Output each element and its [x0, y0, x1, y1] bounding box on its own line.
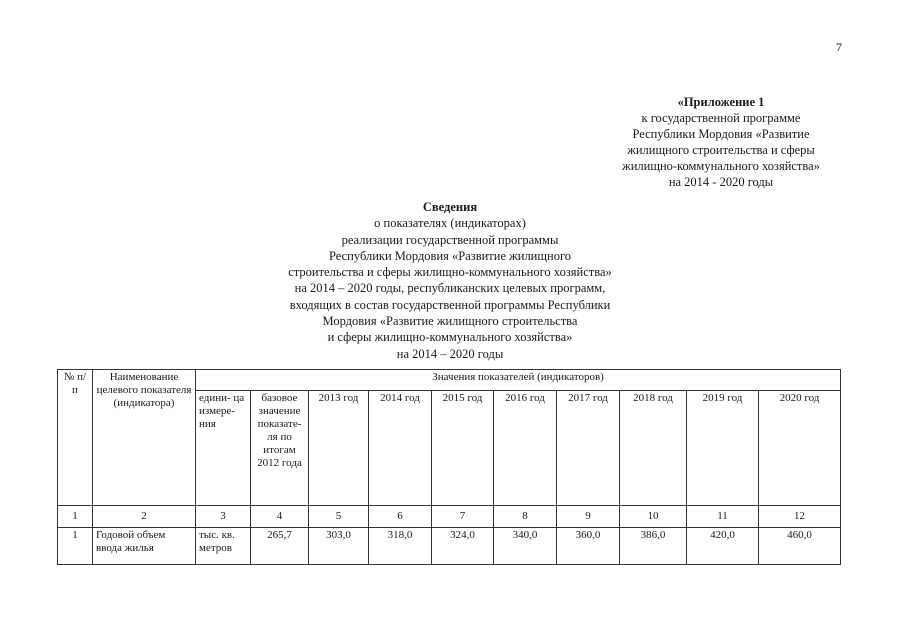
column-number: 2: [93, 506, 196, 528]
header-year: 2020 год: [759, 391, 841, 506]
heading-title: Сведения: [422, 200, 478, 214]
cell-value: 340,0: [494, 528, 557, 565]
column-number: 1: [58, 506, 93, 528]
column-number: 11: [687, 506, 759, 528]
header-year: 2014 год: [369, 391, 432, 506]
column-number-row: [58, 506, 841, 528]
appendix-block: [596, 94, 846, 190]
header-year: 2016 год: [494, 391, 557, 506]
cell-value-2013: 303,0: [309, 528, 369, 565]
cell-number: 1: [58, 528, 93, 565]
header-indicator-name: Наименование целевого показателя (индикатора): [93, 370, 196, 506]
header-year: 2018 год: [620, 391, 687, 506]
cell-value: 420,0: [687, 528, 759, 565]
cell-value: 360,0: [557, 528, 620, 565]
heading-line: и сферы жилищно-коммунального хозяйства»: [327, 330, 573, 345]
cell-unit: тыс. кв. метров: [196, 528, 251, 565]
appendix-line: на 2014 - 2020 годы: [668, 175, 774, 189]
header-unit: едини- ца измере- ния: [196, 391, 251, 506]
appendix-line: к государственной программе: [641, 111, 801, 125]
column-number: 6: [369, 506, 432, 528]
column-number: 10: [620, 506, 687, 528]
appendix-title: «Приложение 1: [677, 95, 765, 109]
appendix-line: Республики Мордовия «Развитие: [632, 127, 810, 141]
heading-line: Мордовия «Развитие жилищного строительства: [322, 314, 578, 329]
cell-value: 318,0: [369, 528, 432, 565]
cell-value: 386,0: [620, 528, 687, 565]
appendix-line: жилищно-коммунального хозяйства»: [622, 159, 820, 173]
column-number: 3: [196, 506, 251, 528]
heading-line: Республики Мордовия «Развитие жилищного: [328, 248, 572, 263]
table-header-row: [58, 370, 841, 391]
table-row: [58, 528, 841, 565]
column-number: 8: [494, 506, 557, 528]
cell-base-value: 265,7: [251, 528, 309, 565]
header-number: № п/п: [58, 370, 93, 506]
header-year-2013: 2013 год: [309, 391, 369, 506]
heading-line: на 2014 – 2020 годы, республиканских целевых программ,: [294, 281, 606, 296]
heading-line: на 2014 – 2020 годы: [396, 346, 504, 361]
header-base-value: базовое значение показате- ля по итогам 2012 года: [251, 391, 309, 506]
indicators-table: [57, 369, 841, 565]
column-number: 4: [251, 506, 309, 528]
column-number: 9: [557, 506, 620, 528]
cell-value: 324,0: [432, 528, 494, 565]
cell-indicator-name: Годовой объем ввода жилья: [93, 528, 196, 565]
column-number: 12: [759, 506, 841, 528]
heading-line: входящих в состав государственной программы Республики: [289, 297, 611, 312]
header-values-group: Значения показателей (индикаторов): [196, 370, 841, 391]
column-number: 7: [432, 506, 494, 528]
appendix-line: жилищного строительства и сферы: [627, 143, 815, 157]
page-number: 7: [836, 40, 842, 54]
document-heading: [240, 199, 660, 362]
header-year: 2015 год: [432, 391, 494, 506]
cell-value: 460,0: [759, 528, 841, 565]
header-year: 2017 год: [557, 391, 620, 506]
header-year: 2019 год: [687, 391, 759, 506]
heading-line: реализации государственной программы: [341, 232, 559, 247]
column-number: 5: [309, 506, 369, 528]
heading-line: строительства и сферы жилищно-коммунального хозяйства»: [288, 265, 612, 280]
heading-line: о показателях (индикаторах): [374, 216, 526, 231]
